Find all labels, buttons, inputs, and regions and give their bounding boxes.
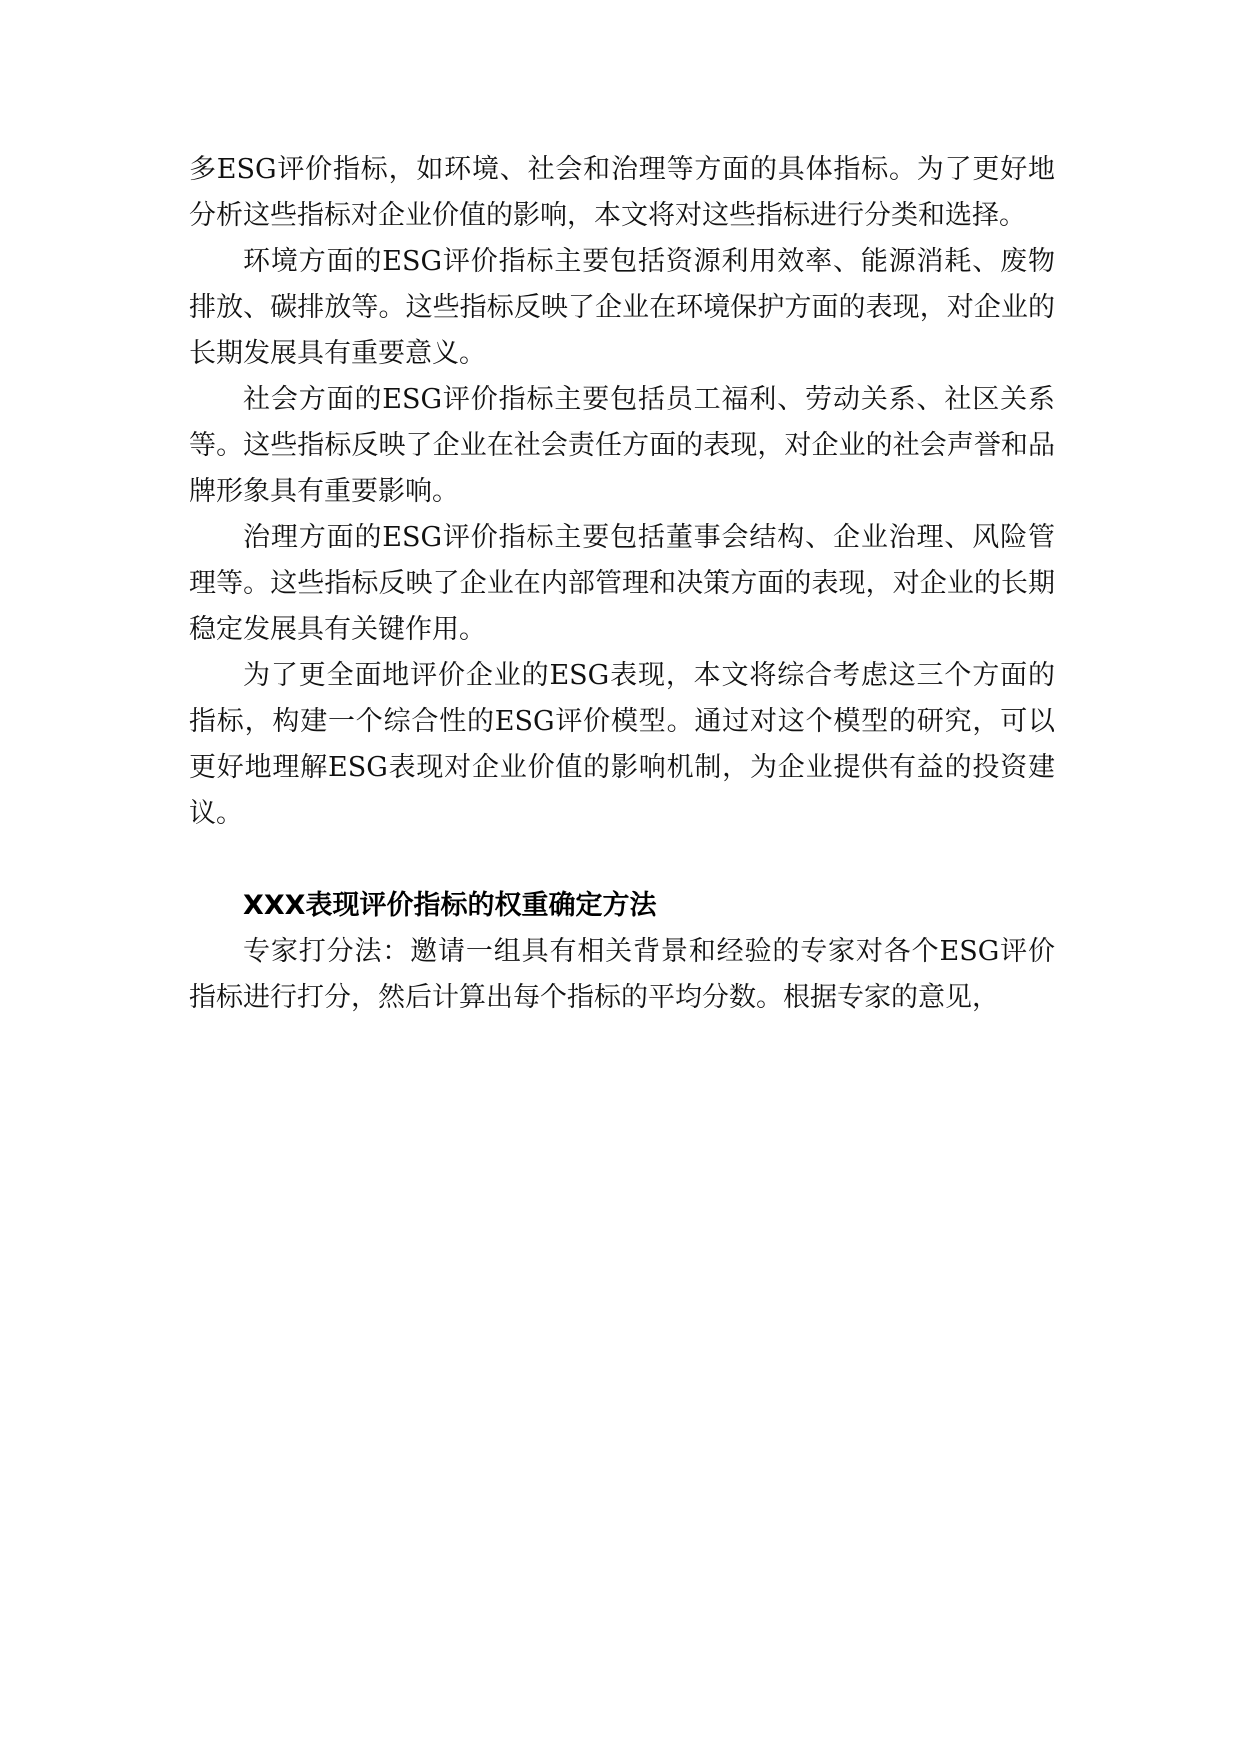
section-heading: XXX表现评价指标的权重确定方法 bbox=[243, 890, 657, 921]
paragraph-summary: 为了更全面地评价企业的ESG表现，本文将综合考虑这三个方面的指标，构建一个综合性的ESG评价模型。通过对这个模型的研究，可以更好地理解ESG表现对企业价值的影响机制，为企业提供有益的投资建议。 bbox=[189, 660, 1055, 829]
paragraph-social: 社会方面的ESG评价指标主要包括员工福利、劳动关系、社区关系等。这些指标反映了企业在社会责任方面的表现，对企业的社会声誉和品牌形象具有重要影响。 bbox=[189, 384, 1055, 507]
body-text bbox=[189, 147, 1055, 1021]
paragraph-continuation: 多ESG评价指标，如环境、社会和治理等方面的具体指标。为了更好地分析这些指标对企业价值的影响，本文将对这些指标进行分类和选择。 bbox=[189, 154, 1055, 231]
paragraph-expert-scoring: 专家打分法：邀请一组具有相关背景和经验的专家对各个ESG评价指标进行打分，然后计算出每个指标的平均分数。根据专家的意见， bbox=[189, 936, 1055, 1013]
paragraph-environment: 环境方面的ESG评价指标主要包括资源利用效率、能源消耗、废物排放、碳排放等。这些指标反映了企业在环境保护方面的表现，对企业的长期发展具有重要意义。 bbox=[189, 246, 1055, 369]
paragraph-governance: 治理方面的ESG评价指标主要包括董事会结构、企业治理、风险管理等。这些指标反映了企业在内部管理和决策方面的表现，对企业的长期稳定发展具有关键作用。 bbox=[189, 522, 1055, 645]
